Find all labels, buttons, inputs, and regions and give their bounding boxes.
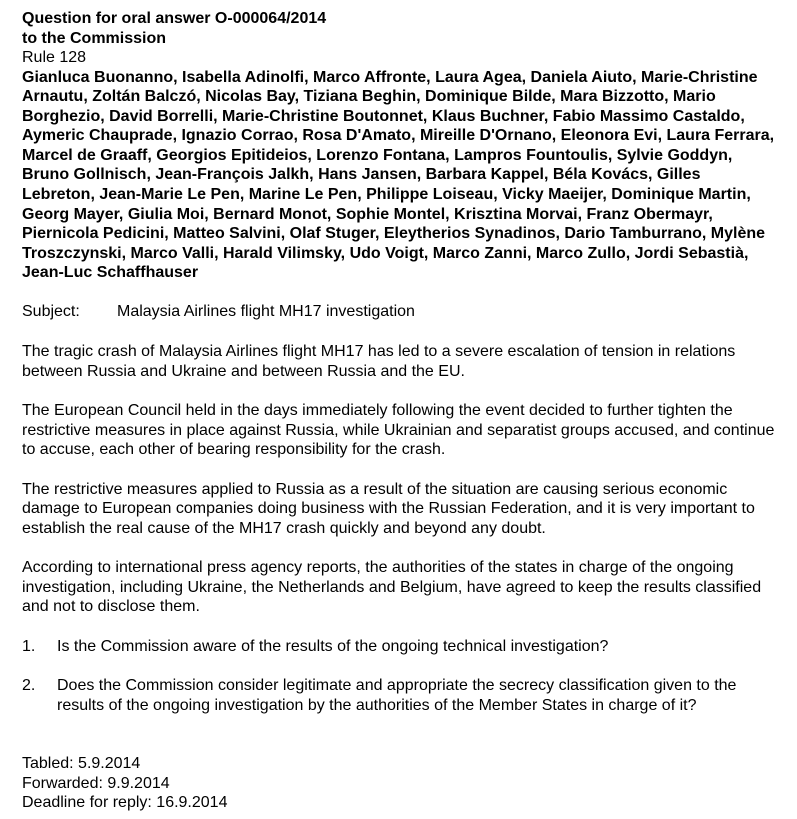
question-text: Does the Commission consider legitimate and appropriate the secrecy classification given to the results of the ongoing investigation by the authorities of the Member States in charge of it?: [57, 677, 737, 714]
question-item-2: [22, 676, 775, 715]
tabled-date: Tabled: 5.9.2014: [22, 755, 141, 773]
forwarded-date: Forwarded: 9.9.2014: [22, 774, 170, 792]
subject-label: Subject:: [22, 303, 80, 321]
paragraph-1: The tragic crash of Malaysia Airlines flight MH17 has led to a severe escalation of tension in relations between Russia and Ukraine and between Russia and the EU.: [22, 343, 736, 380]
paragraph-4: According to international press agency reports, the authorities of the states in charge of the ongoing investigation, including Ukraine, the Netherlands and Belgium, have agreed to keep the results classified and not to disclose them.: [22, 559, 762, 616]
question-recipient: to the Commission: [22, 29, 167, 47]
paragraph-2: The European Council held in the days immediately following the event decided to further tighten the restrictive measures in place against Russia, while Ukrainian and separatist groups accused, and continue to accuse, each other of bearing responsibility for the crash.: [22, 402, 775, 459]
dates-footer: [22, 754, 775, 813]
question-item-1: [22, 637, 775, 657]
rule-reference: Rule 128: [22, 49, 87, 66]
deadline-date: Deadline for reply: 16.9.2014: [22, 794, 228, 812]
paragraph-3: The restrictive measures applied to Russia as a result of the situation are causing serious economic damage to European companies doing business with the Russian Federation, and it is very important to establish the real cause of the MH17 crash quickly and beyond any doubt.: [22, 480, 755, 537]
question-text: Is the Commission aware of the results of the ongoing technical investigation?: [57, 637, 609, 655]
question-number: 1.: [22, 637, 36, 655]
question-number: 2.: [22, 677, 36, 695]
question-title: Question for oral answer O-000064/2014: [22, 10, 327, 27]
authors-list: Gianluca Buonanno, Isabella Adinolfi, Marco Affronte, Laura Agea, Daniela Aiuto, Marie-Christine Arnautu, Zoltán Balczó, Nicolas Bay, Tiziana Beghin, Dominique Bilde, Mara Bizzotto, Mario Borghezio, David Borrelli, Marie-Christine Boutonnet, Klaus Buchner, Fabio Massimo Castaldo, Aymeric Chauprade, Ignazio Corrao, Rosa D'Amato, Mireille D'Ornano, Eleonora Evi, Laura Ferrara, Marcel de Graaff, Georgios Epitideios, Lorenzo Fontana, Lampros Fountoulis, Sylvie Goddyn, Bruno Gollnisch, Jean-François Jalkh, Hans Jansen, Barbara Kappel, Béla Kovács, Gilles Lebreton, Jean-Marie Le Pen, Marine Le Pen, Philippe Loiseau, Vicky Maeijer, Dominique Martin, Georg Mayer, Giulia Moi, Bernard Monot, Sophie Montel, Krisztina Morvai, Franz Obermayr, Piernicola Pedicini, Matteo Salvini, Olaf Stuger, Eleytherios Synadinos, Dario Tamburrano, Mylène Troszczynski, Marco Valli, Harald Vilimsky, Udo Voigt, Marco Zanni, Marco Zullo, Jordi Sebastià, Jean-Luc Schaffhauser: [22, 68, 775, 282]
subject-row: [22, 302, 775, 322]
subject-text: Malaysia Airlines flight MH17 investigation: [117, 303, 415, 321]
